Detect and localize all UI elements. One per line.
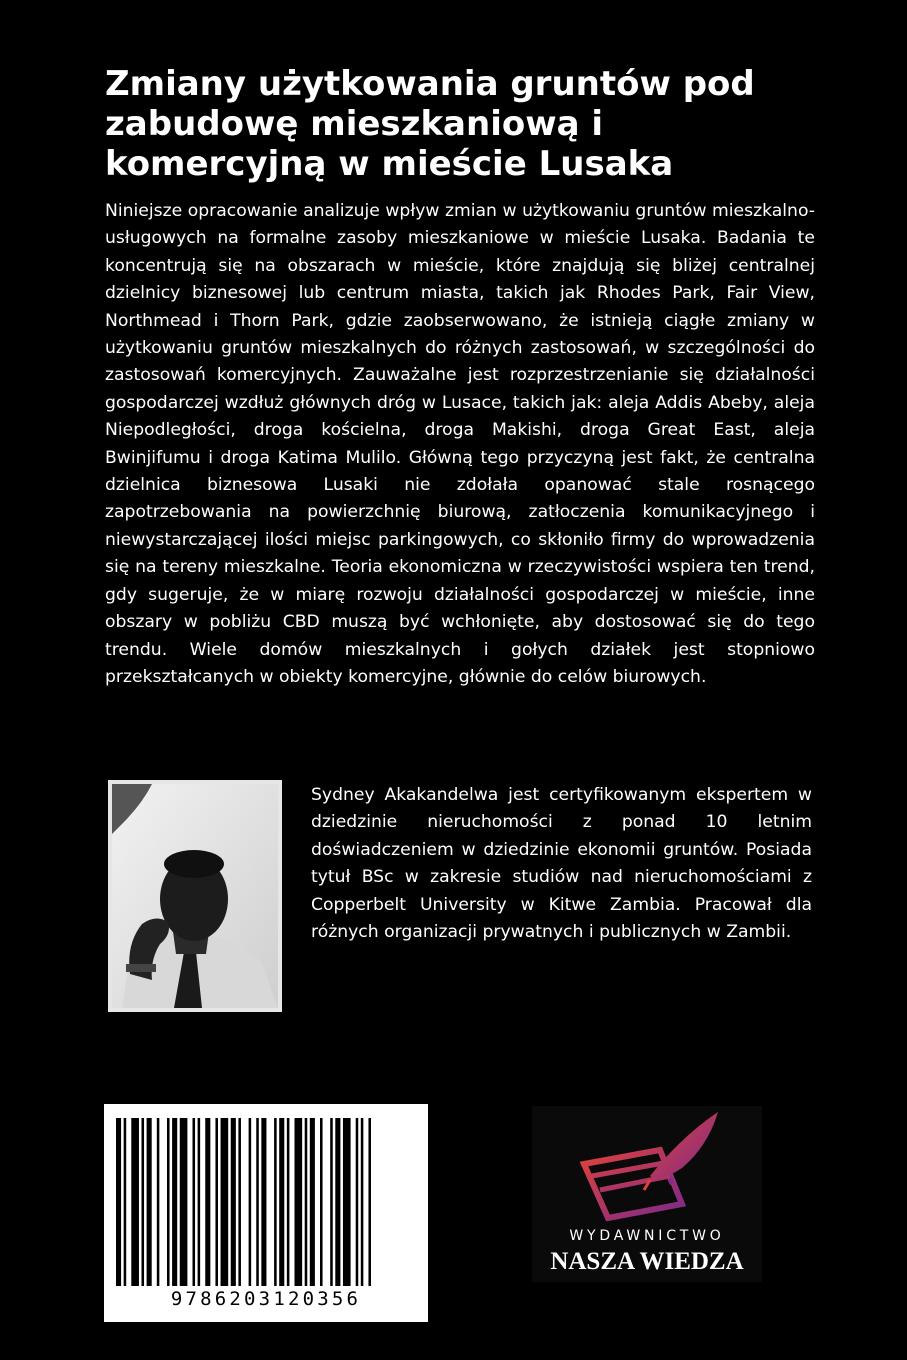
book-quill-icon	[532, 1106, 762, 1226]
book-description: Niniejsze opracowanie analizuje wpływ zmian w użytkowaniu gruntów mieszkalno-usługowych na formalne zasoby mieszkaniowe w mieście Lusaka. Badania te koncentrują się na obszarach w mieście, które znajdują się bliżej centralnej dzielnicy biznesowej lub centrum miasta, takich jak Rhodes Park, Fair View, Northmead i Thorn Park, gdzie zaobserwowano, że istnieją ciągłe zmiany w użytkowaniu gruntów mieszkalnych do różnych zastosowań, w szczególności do zastosowań komercyjnych. Zauważalne jest rozprzestrzenianie się działalności gospodarczej wzdłuż głównych dróg w Lusace, takich jak: aleja Addis Abeby, aleja Niepodległości, droga kościelna, droga Makishi, droga Great East, aleja Bwinjifumu i droga Katima Mulilo. Główną tego przyczyną jest fakt, że centralna dzielnica biznesowa Lusaki nie zdołała opanować stale rosnącego zapotrzebowania na powierzchnię biurową, zatłoczenia komunikacyjnego i niewystarczającej ilości miejsc parkingowych, co skłoniło firmy do wprowadzenia się na tereny mieszkalne. Teoria ekonomiczna w rzeczywistości wspiera ten trend, gdy sugeruje, że w miarę rozwoju działalności gospodarczej w mieście, inne obszary w pobliżu CBD muszą być wchłonięte, aby dostosować się do tego trendu. Wiele domów mieszkalnych i gołych działek jest stopniowo przekształcanych w obiekty komercyjne, głównie do celów biurowych.	[105, 201, 815, 687]
author-bio: Sydney Akakandelwa jest certyfikowanym ekspertem w dziedzinie nieruchomości z ponad 10 letnim doświadczeniem w dziedzinie ekonomii gruntów. Posiada tytuł BSc w zakresie studiów nad nieruchomościami z Copperbelt University w Kitwe Zambia. Pracował dla różnych organizacji prywatnych i publicznych w Zambii.	[311, 785, 812, 943]
author-portrait-image	[112, 784, 278, 1008]
title-line-1: Zmiany użytkowania gruntów pod	[105, 64, 755, 104]
book-title	[105, 64, 835, 184]
publisher-name: NASZA WIEDZA	[550, 1248, 744, 1275]
title-line-2: zabudowę mieszkaniową i	[105, 104, 604, 144]
isbn-barcode	[104, 1104, 428, 1322]
title-line-3: komercyjną w mieście Lusaka	[105, 144, 674, 184]
publisher-kind: WYDAWNICTWO	[569, 1228, 725, 1244]
isbn-number: 9786203120356	[170, 1288, 362, 1310]
author-portrait	[108, 780, 282, 1012]
publisher-logo	[532, 1106, 762, 1282]
